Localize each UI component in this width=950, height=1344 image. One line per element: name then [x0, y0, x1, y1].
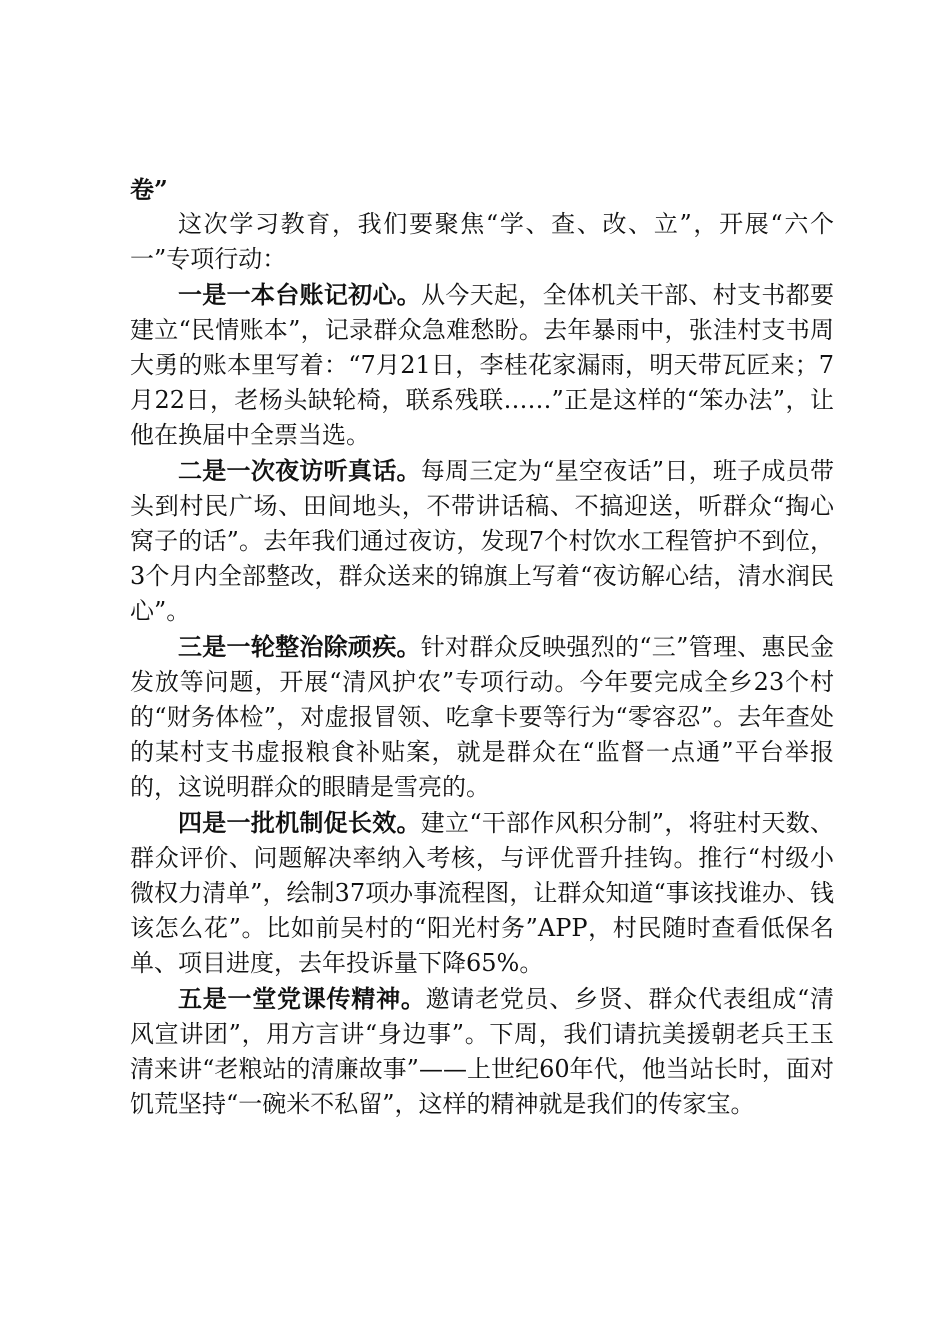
- intro-paragraph: 这次学习教育，我们要聚焦“学、查、改、立”，开展“六个一”专项行动：: [130, 210, 834, 273]
- item-lead-5: 五是一堂党课传精神。: [178, 984, 426, 1013]
- item-body-2: 每周三定为“星空夜话”日，班子成员带头到村民广场、田间地头，不带讲话稿、不搞迎送，听群众“掏心窝子的话”。去年我们通过夜访，发现7个村饮水工程管护不到位，3个月内全部整改，群众送来的锦旗上写着“夜访解心结，清水润民心”。: [130, 457, 834, 625]
- item-body-5: 邀请老党员、乡贤、群众代表组成“清风宣讲团”，用方言讲“身边事”。下周，我们请抗美援朝老兵王玉清来讲“老粮站的清廉故事”——上世纪60年代，他当站长时，面对饥荒坚持“一碗米不私留”，这样的精神就是我们的传家宝。: [130, 985, 834, 1118]
- item-lead-2: 二是一次夜访听真话。: [178, 456, 421, 485]
- item-body-3: 针对群众反映强烈的“三”管理、惠民金发放等问题，开展“清风护农”专项行动。今年要完成全乡23个村的“财务体检”，对虚报冒领、吃拿卡要等行为“零容忍”。去年查处的某村支书虚报粮食补贴案，就是群众在“监督一点通”平台举报的，这说明群众的眼睛是雪亮的。: [130, 633, 834, 801]
- item-lead-1: 一是一本台账记初心。: [178, 280, 422, 309]
- document-body: [130, 172, 834, 1122]
- item-body-1: 从今天起，全体机关干部、村支书都要建立“民情账本”，记录群众急难愁盼。去年暴雨中，张洼村支书周大勇的账本里写着：“7月21日，李桂花家漏雨，明天带瓦匠来；7月22日，老杨头缺轮椅，联系残联……”正是这样的“笨办法”，让他在换届中全票当选。: [130, 281, 835, 449]
- item-lead-3: 三是一轮整治除顽疾。: [178, 632, 421, 661]
- item-paragraph-2: [130, 453, 834, 629]
- item-lead-4: 四是一批机制促长效。: [178, 808, 421, 837]
- item-paragraph-3: [130, 629, 834, 805]
- item-body-4: 建立“干部作风积分制”，将驻村天数、群众评价、问题解决率纳入考核，与评优晋升挂钩。推行“村级小微权力清单”，绘制37项办事流程图，让群众知道“事该找谁办、钱该怎么花”。比如前吴村的“阳光村务”APP，村民随时查看低保名单、项目进度，去年投诉量下降65%。: [130, 809, 834, 977]
- item-paragraph-1: [130, 277, 834, 453]
- heading-continuation: 卷”: [130, 175, 168, 204]
- item-paragraph-4: [130, 805, 834, 981]
- item-paragraph-5: [130, 981, 834, 1122]
